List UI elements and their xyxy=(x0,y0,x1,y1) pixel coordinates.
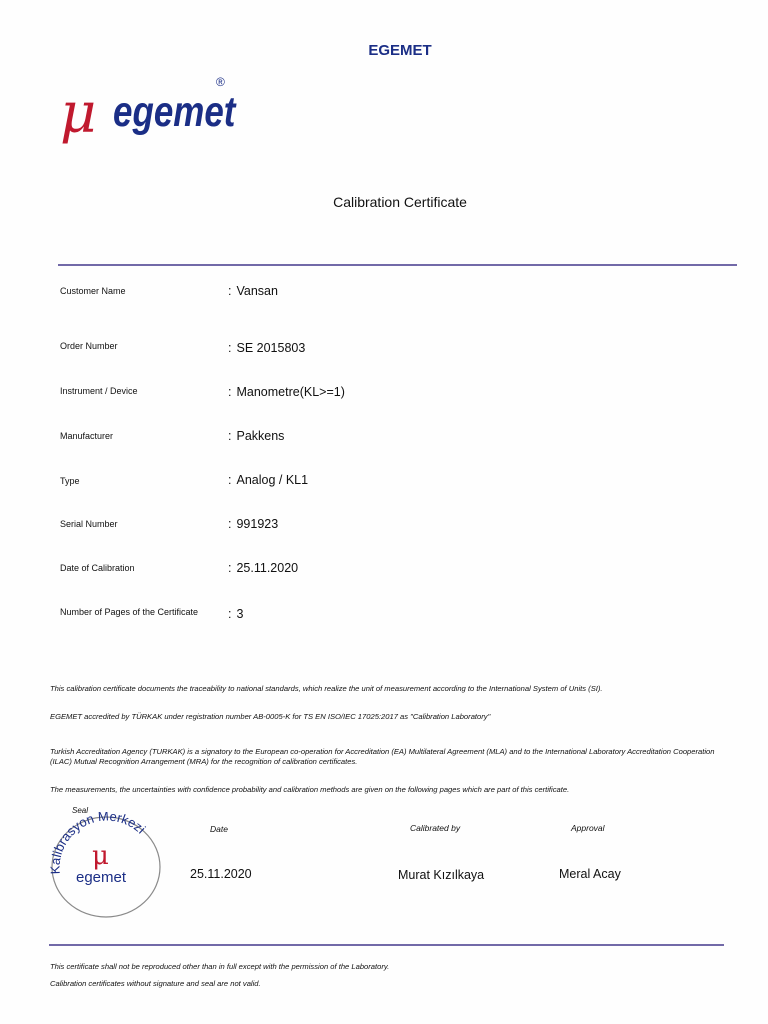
approval-label: Approval xyxy=(571,823,605,833)
field-label-customer-name: Customer Name xyxy=(60,286,126,296)
field-label-manufacturer: Manufacturer xyxy=(60,431,114,441)
field-colon: : xyxy=(228,473,232,487)
field-value-text: 991923 xyxy=(236,517,279,531)
field-value-text: Analog / KL1 xyxy=(236,473,309,487)
field-colon: : xyxy=(228,517,232,531)
field-label-date-of-calibration: Date of Calibration xyxy=(60,563,135,573)
field-value-serial-number xyxy=(228,517,278,531)
field-value-text: Vansan xyxy=(236,284,278,298)
calibrated-by-label: Calibrated by xyxy=(410,823,461,833)
field-value-type xyxy=(228,473,308,487)
logo-registered: ® xyxy=(216,75,225,89)
field-value-text: 25.11.2020 xyxy=(236,561,299,575)
footer-validity-note: Calibration certificates without signature and seal are not valid. xyxy=(50,979,261,988)
calibration-seal xyxy=(46,812,166,920)
certificate-title: Calibration Certificate xyxy=(333,194,467,210)
field-value-order-number xyxy=(228,341,305,355)
note-measurements: The measurements, the uncertainties with confidence probability and calibration methods are given on the following pages which are part of this certificate. xyxy=(50,785,570,794)
note-traceability: This calibration certificate documents the traceability to national standards, which realize the unit of measurement according to the International System of Units (SI). xyxy=(50,684,603,693)
logo-symbol: μ xyxy=(60,81,97,146)
approval-value: Meral Acay xyxy=(559,867,621,881)
field-colon: : xyxy=(228,341,232,355)
field-value-text: SE 2015803 xyxy=(236,341,306,355)
field-value-text: Manometre(KL>=1) xyxy=(236,385,345,399)
field-value-customer-name xyxy=(228,284,278,298)
egemet-logo xyxy=(56,68,246,148)
field-label-order-number: Order Number xyxy=(60,341,118,351)
field-colon: : xyxy=(228,429,232,443)
footer-reproduction-note: This certificate shall not be reproduced other than in full except with the permission of the Laboratory. xyxy=(50,962,390,971)
field-value-date-of-calibration xyxy=(228,561,298,575)
field-value-number-of-pages xyxy=(228,607,243,621)
field-label-number-of-pages: Number of Pages of the Certificate xyxy=(60,607,199,617)
seal-name: egemet xyxy=(76,869,127,886)
field-value-instrument xyxy=(228,385,345,399)
header-brand: EGEMET xyxy=(368,42,432,59)
field-colon: : xyxy=(228,284,232,298)
field-colon: : xyxy=(228,561,232,575)
logo-text: egemet xyxy=(113,89,236,137)
field-value-manufacturer xyxy=(228,429,284,443)
seal-label: Seal xyxy=(72,806,89,815)
bottom-divider xyxy=(49,944,724,946)
date-value: 25.11.2020 xyxy=(190,867,252,881)
field-label-serial-number: Serial Number xyxy=(60,519,118,529)
note-turkak: Turkish Accreditation Agency (TURKAK) is a signatory to the European co-operation for Accreditation (EA) Multilateral Agreement (MLA) and to the International Laboratory Accreditation Cooperation (ILAC) Mutual Recognition Arrangement (MRA) for the recognition of calibration certificates. xyxy=(50,747,715,766)
date-label: Date xyxy=(210,824,228,834)
field-value-text: Pakkens xyxy=(236,429,285,443)
seal-ring-text: Kalibrasyon Merkezi xyxy=(47,812,149,875)
note-accreditation: EGEMET accredited by TÜRKAK under registration number AB-0005-K for TS EN ISO/IEC 17025:2017 as "Calibration Laboratory" xyxy=(50,712,491,721)
field-label-instrument: Instrument / Device xyxy=(60,386,138,396)
field-value-text: 3 xyxy=(236,607,244,621)
calibrated-by-value: Murat Kızılkaya xyxy=(398,868,485,882)
field-colon: : xyxy=(228,385,232,399)
seal-symbol: μ xyxy=(92,841,109,871)
field-colon: : xyxy=(228,607,232,621)
field-label-type: Type xyxy=(60,476,80,486)
top-divider xyxy=(58,264,737,266)
